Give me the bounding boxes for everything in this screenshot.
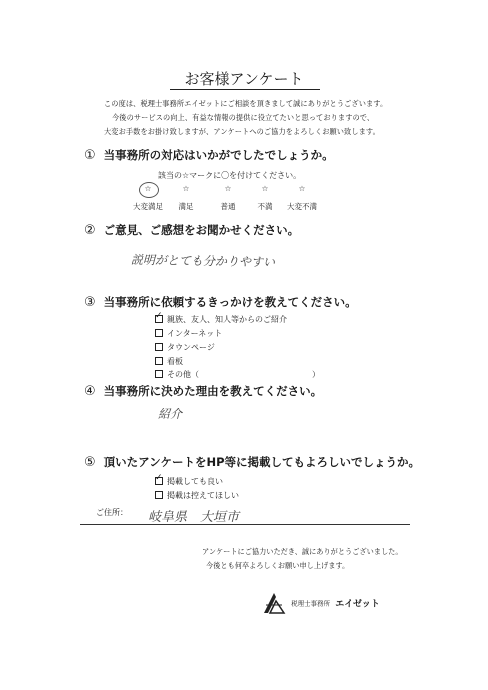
- q3-option[interactable]: [155, 314, 287, 325]
- rating-label: 普通: [220, 202, 236, 211]
- address-label: ご住所：: [96, 508, 128, 517]
- address-underline: [80, 524, 410, 525]
- q5-option-label: 掲載しても良い: [167, 477, 223, 486]
- q3-option[interactable]: [155, 356, 183, 367]
- star-icon: ☆: [298, 184, 306, 193]
- q3-other-close: ）: [312, 370, 320, 379]
- q3-option[interactable]: [155, 369, 199, 380]
- question-2-answer[interactable]: 説明がとても分かりやすい: [130, 252, 276, 270]
- rating-option[interactable]: [278, 184, 326, 212]
- checkbox[interactable]: [155, 370, 163, 378]
- rating-label: 大変不満: [287, 202, 317, 211]
- question-3-number: ③: [84, 295, 96, 310]
- star-icon: ☆: [144, 184, 152, 193]
- question-1-instruction: 該当の☆マークに〇を付けてください。: [158, 171, 302, 180]
- checkbox[interactable]: [155, 343, 163, 351]
- question-3-text: 当事務所に依頼するきっかけを教えてください。: [103, 295, 357, 309]
- q5-option-label: 掲載は控えてほしい: [167, 491, 239, 500]
- rating-label: 不満: [257, 202, 273, 211]
- logo-name: エイゼット: [335, 599, 380, 610]
- q3-option[interactable]: [155, 328, 222, 339]
- rating-option[interactable]: [162, 184, 210, 212]
- question-2: [84, 222, 299, 238]
- question-5-text: 頂いたアンケートをHP等に掲載してもよろしいでしょうか。: [103, 455, 421, 469]
- logo-subtitle: 税理士事務所: [291, 599, 331, 608]
- question-1-text: 当事務所の対応はいかがでしたでしょうか。: [103, 148, 334, 162]
- intro-line-3: 大変お手数をお掛け致しますが、アンケートへのご協力をよろしくお願い致します。: [104, 127, 380, 136]
- q3-option-label: 看板: [167, 357, 183, 366]
- page-title: お客様アンケート: [184, 70, 304, 88]
- rating-label: 満足: [178, 202, 194, 211]
- question-1-number: ①: [84, 148, 96, 163]
- thanks-line-2: 今後とも何卒よろしくお願い申し上げます。: [206, 561, 350, 570]
- star-icon: ☆: [261, 184, 269, 193]
- checkbox[interactable]: [155, 329, 163, 337]
- q3-option-label: インターネット: [167, 329, 223, 338]
- checkbox[interactable]: [155, 357, 163, 365]
- title-underline: [170, 89, 320, 90]
- q3-option-label: その他（: [167, 370, 199, 379]
- question-3: [84, 294, 357, 310]
- star-icon: ☆: [182, 184, 190, 193]
- question-1: [84, 147, 334, 163]
- rating-group: [124, 184, 354, 220]
- q5-option[interactable]: [155, 476, 223, 487]
- thanks-line-1: アンケートにご協力いただき、誠にありがとうございました。: [202, 547, 403, 556]
- question-2-text: ご意見、ご感想をお聞かせください。: [103, 223, 300, 237]
- checkbox-checked[interactable]: [155, 477, 163, 485]
- question-4-number: ④: [84, 384, 96, 399]
- q3-option-label: タウンページ: [167, 343, 215, 352]
- question-4-text: 当事務所に決めた理由を教えてください。: [103, 384, 323, 398]
- address-value[interactable]: 岐阜県 大垣市: [148, 510, 240, 525]
- checkbox-checked[interactable]: [155, 315, 163, 323]
- intro-line-1: この度は、税理士事務所エイゼットにご相談を頂きまして誠にありがとうございます。: [104, 99, 388, 108]
- q5-option[interactable]: [155, 490, 239, 501]
- question-5-number: ⑤: [84, 455, 96, 470]
- checkbox[interactable]: [155, 491, 163, 499]
- star-icon: ☆: [224, 184, 232, 193]
- question-5: [84, 454, 420, 470]
- question-4: [84, 383, 322, 399]
- question-2-number: ②: [84, 223, 96, 238]
- q3-option-label: 親族、友人、知人等からのご紹介: [167, 315, 287, 324]
- logo-mark-icon: [262, 591, 286, 615]
- rating-label: 大変満足: [133, 202, 163, 211]
- question-4-answer[interactable]: 紹介: [158, 407, 183, 421]
- q3-option[interactable]: [155, 342, 215, 353]
- intro-line-2: 今後のサービスの向上、有益な情報の提供に役立てたいと思っておりますので、: [112, 113, 375, 122]
- logo: [262, 591, 380, 615]
